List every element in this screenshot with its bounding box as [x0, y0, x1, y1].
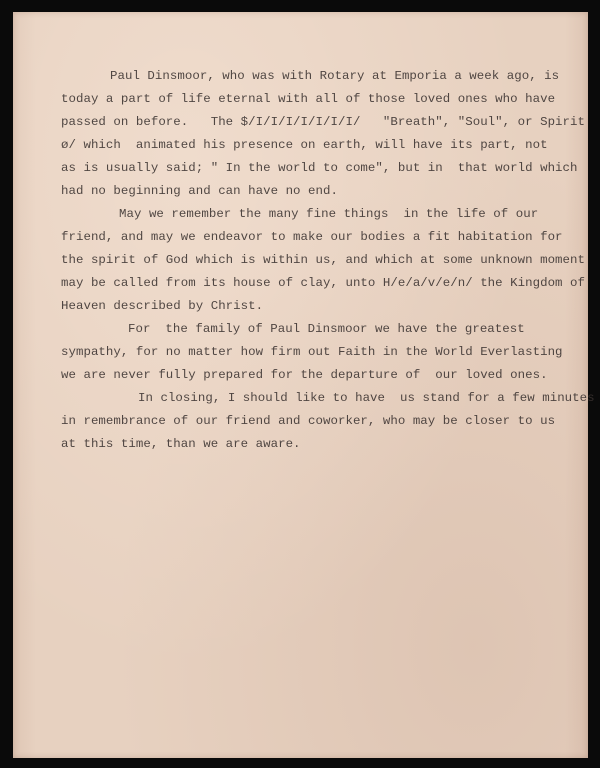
text-line-16: in remembrance of our friend and coworker, who may be closer to us: [61, 414, 556, 428]
text-line-2: today a part of life eternal with all of those loved ones who have: [61, 92, 556, 106]
text-line-7: May we remember the many fine things in the life of our: [119, 207, 539, 221]
text-line-15: In closing, I should like to have us stand for a few minutes: [138, 391, 595, 405]
text-line-13: sympathy, for no matter how firm out Faith in the World Everlasting: [61, 345, 563, 359]
text-line-4: ø/ which animated his presence on earth, will have its part, not: [61, 138, 548, 152]
text-line-3: passed on before. The $/I/I/I/I/I/I/I/ "Breath", "Soul", or Spirit: [61, 115, 585, 129]
text-line-1: Paul Dinsmoor, who was with Rotary at Emporia a week ago, is: [110, 69, 560, 83]
typewritten-page: [13, 12, 595, 758]
text-line-12: For the family of Paul Dinsmoor we have the greatest: [128, 322, 525, 336]
text-line-17: at this time, than we are aware.: [61, 437, 301, 451]
text-line-8: friend, and may we endeavor to make our bodies a fit habitation for: [61, 230, 563, 244]
text-line-6: had no beginning and can have no end.: [61, 184, 338, 198]
text-line-11: Heaven described by Christ.: [61, 299, 264, 313]
text-line-9: the spirit of God which is within us, and which at some unknown moment: [61, 253, 585, 267]
text-line-14: we are never fully prepared for the departure of our loved ones.: [61, 368, 548, 382]
text-line-10: may be called from its house of clay, unto H/e/a/v/e/n/ the Kingdom of: [61, 276, 585, 290]
text-line-5: as is usually said; " In the world to come", but in that world which: [61, 161, 578, 175]
